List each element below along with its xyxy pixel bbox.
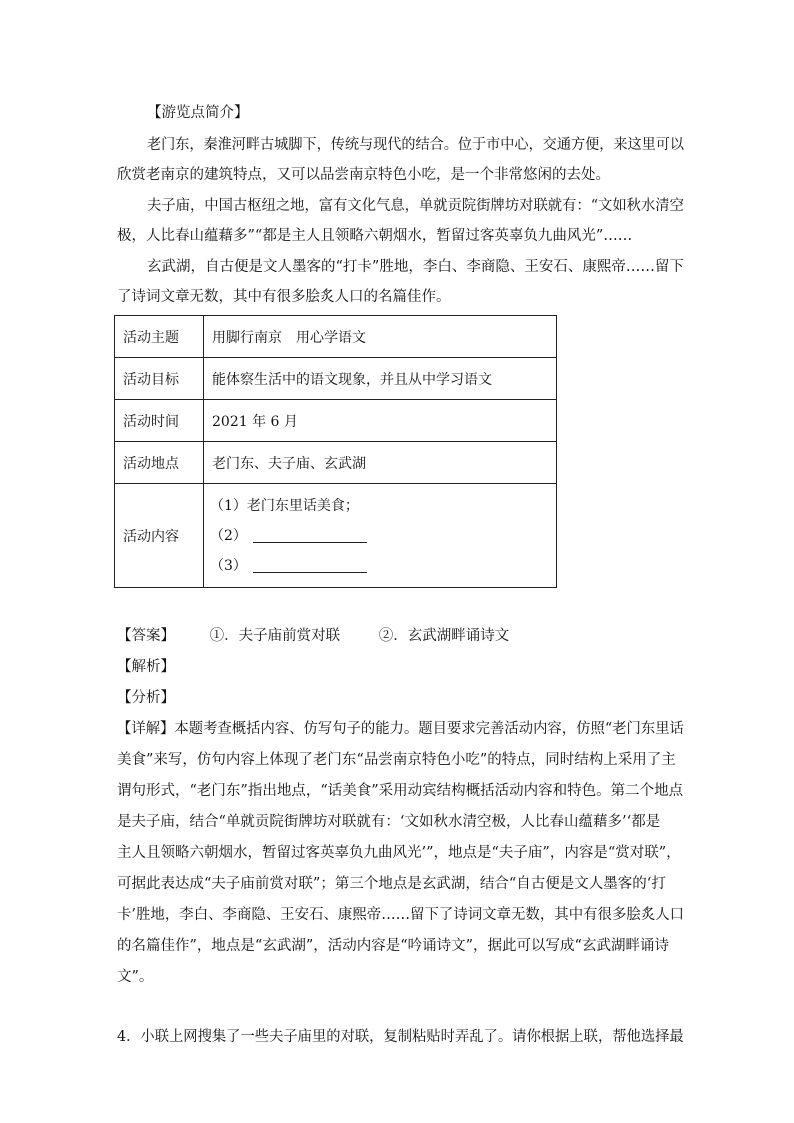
- intro-p2-line2: 极，人比春山蕴藉多”“都是主人且领略六朝烟水，暂留过客英辜负九曲风光”……: [117, 228, 633, 244]
- detail-line: 卡’胜地，李白、李商隐、王安石、康熙帝……留下了诗词文章无数，其中有很多脍炙人口: [117, 907, 685, 923]
- intro-p1-line2: 欣赏老南京的建筑特点，又可以品尝南京特色小吃，是一个非常悠闲的去处。: [117, 167, 610, 183]
- content-item: [210, 521, 556, 551]
- content-item-text: （2）: [210, 527, 247, 544]
- content-item: [210, 551, 556, 581]
- detail-line: 主人且领略六朝烟水，暂留过客英辜负九曲风光’”，地点是“夫子庙”，内容是“赏对联”，: [117, 845, 681, 861]
- answer-1: ①．夫子庙前赏对联: [209, 628, 341, 644]
- question-4: 4．小联上网搜集了一些夫子庙里的对联，复制粘贴时弄乱了。请你根据上联，帮他选择最: [117, 1029, 684, 1045]
- content-item-text: （1）老门东里话美食；: [210, 497, 359, 514]
- detail-line: 文”。: [117, 969, 154, 985]
- intro-p1-line1: 老门东，秦淮河畔古城脚下，传统与现代的结合。位于市中心，交通方便，来这里可以: [147, 137, 685, 153]
- fenxi-label: 【分析】: [117, 690, 175, 706]
- row-value: 用脚行南京 用心学语文: [204, 316, 557, 358]
- table-row: [115, 484, 557, 588]
- intro-heading: 【游览点简介】: [147, 105, 249, 121]
- table-row: [115, 316, 557, 358]
- row-label: 活动地点: [115, 442, 204, 484]
- answer-blank[interactable]: [253, 558, 367, 573]
- intro-p3-line1: 玄武湖，自古便是文人墨客的“打卡”胜地，李白、李商隐、王安石、康熙帝……留下: [147, 259, 684, 275]
- row-value: 能体察生活中的语文现象，并且从中学习语文: [204, 358, 557, 400]
- answer-label: 【答案】: [117, 628, 175, 644]
- detail-line: 是夫子庙，结合“单就贡院街牌坊对联就有：‘文如秋水清空极，人比春山蕴藉多’‘都是: [117, 814, 661, 830]
- answer-2: ②．玄武湖畔诵诗文: [378, 628, 510, 644]
- detail-line: 【详解】本题考查概括内容、仿写句子的能力。题目要求完善活动内容，仿照“老门东里话: [117, 721, 684, 737]
- activity-content-cell: [204, 484, 557, 588]
- table-row: [115, 442, 557, 484]
- answer-blank[interactable]: [253, 528, 367, 543]
- detail-line: 可据此表达成“夫子庙前赏对联”；第三个地点是玄武湖，结合“自古便是文人墨客的‘打: [117, 876, 666, 892]
- detail-line: 的名篇佳作”，地点是“玄武湖”，活动内容是“吟诵诗文”，据此可以写成“玄武湖畔诵诗: [117, 938, 669, 954]
- detail-line: 美食”来写，仿句内容上体现了老门东“品尝南京特色小吃”的特点，同时结构上采用了主: [117, 752, 676, 768]
- row-label: 活动内容: [115, 484, 204, 588]
- detail-line: 谓句形式，“老门东”指出地点，“话美食”采用动宾结构概括活动内容和特色。第二个地点: [117, 783, 684, 799]
- row-label: 活动目标: [115, 358, 204, 400]
- table-row: [115, 358, 557, 400]
- analysis-label: 【解析】: [117, 659, 175, 675]
- table-row: [115, 400, 557, 442]
- row-label: 活动主题: [115, 316, 204, 358]
- intro-p2-line1: 夫子庙，中国古枢纽之地，富有文化气息，单就贡院街牌坊对联就有：“文如秋水清空: [147, 198, 684, 214]
- row-label: 活动时间: [115, 400, 204, 442]
- content-item: [210, 491, 556, 521]
- row-value: 2021 年 6 月: [204, 400, 557, 442]
- row-value: 老门东、夫子庙、玄武湖: [204, 442, 557, 484]
- intro-p3-line2: 了诗词文章无数，其中有很多脍炙人口的名篇佳作。: [117, 289, 451, 305]
- activity-table: [114, 315, 557, 588]
- content-item-text: （3）: [210, 557, 247, 574]
- answer-line: [117, 626, 509, 646]
